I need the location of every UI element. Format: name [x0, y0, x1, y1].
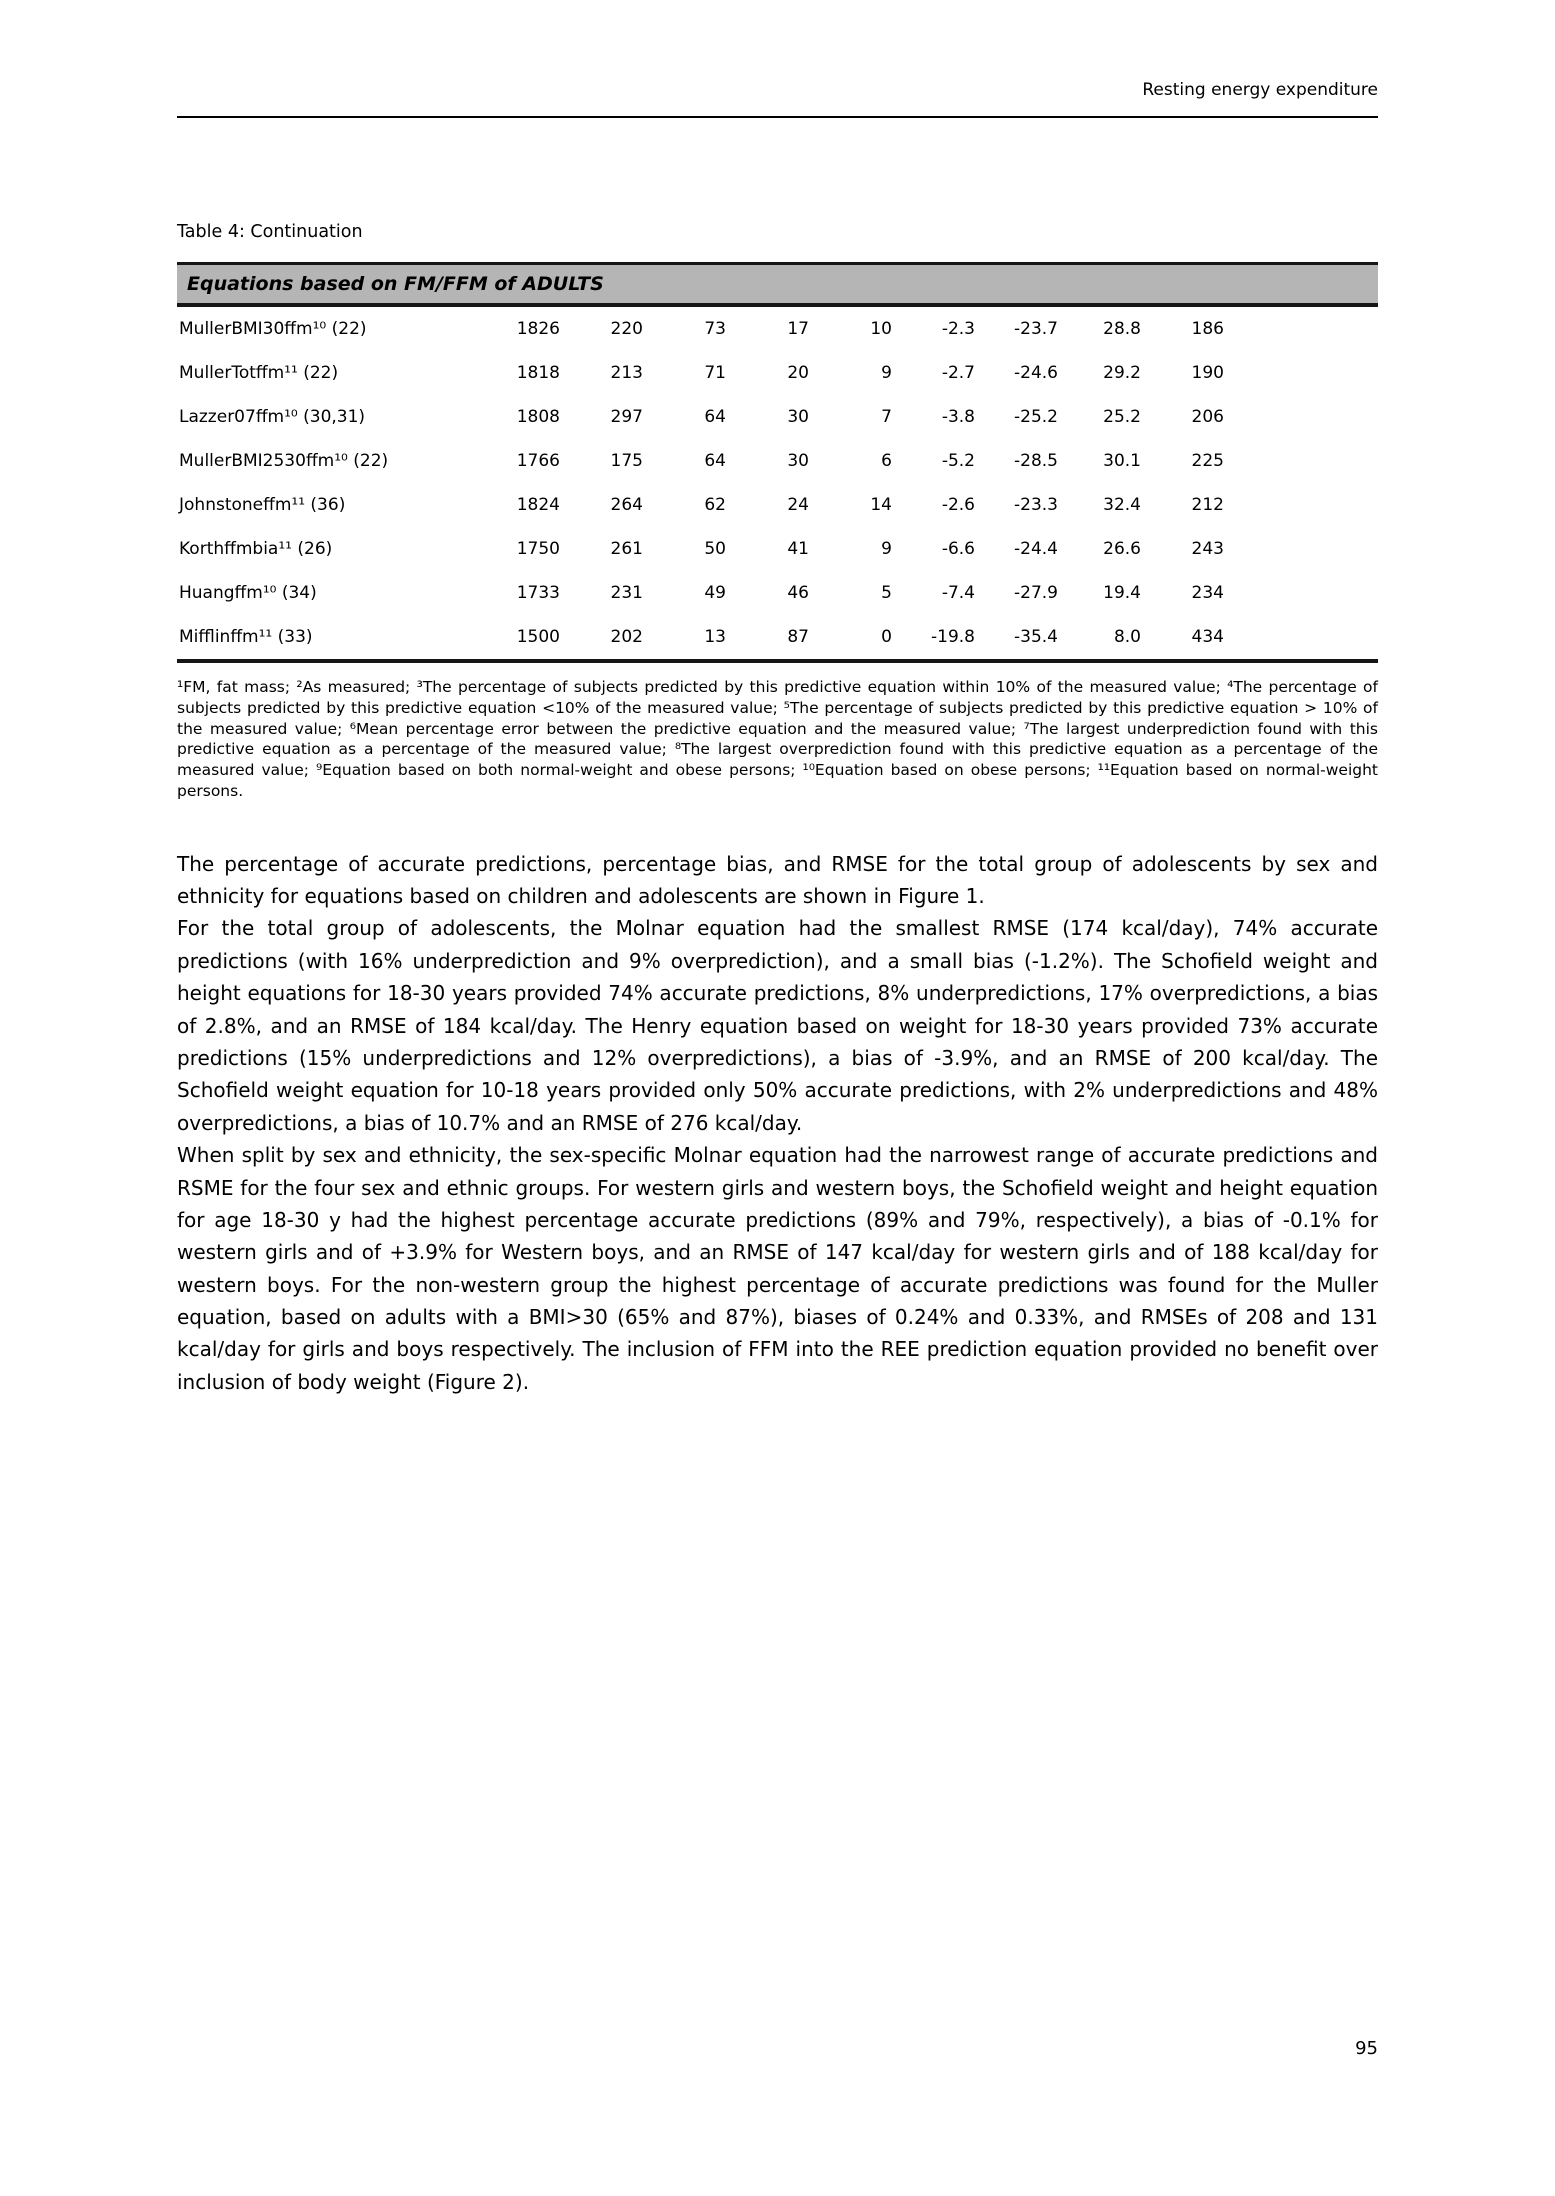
value-cell: 9	[881, 539, 892, 559]
body-paragraph: When split by sex and ethnicity, the sex-specific Molnar equation had the narrowest range of accurate predictions and RSME for the four sex and ethnic groups. For western girls and western boys, the Schofield weight and height equation for age 18-30 y had the highest percentage accurate predictions (89% and 79%, respectively), a bias of -0.1% for western girls and of +3.9% for Western boys, and an RMSE of 147 kcal/day for western girls and of 188 kcal/day for western boys. For the non-western group the highest percentage of accurate predictions was found for the Muller equation, based on adults with a BMI>30 (65% and 87%), biases of 0.24% and 0.33%, and RMSEs of 208 and 131 kcal/day for girls and boys respectively. The inclusion of FFM into the REE prediction equation provided no benefit over inclusion of body weight (Figure 2).	[177, 1143, 1378, 1394]
value-cell: 1766	[516, 451, 560, 471]
value-cell: 175	[610, 451, 643, 471]
value-cell: 24	[787, 495, 809, 515]
value-cell: 1750	[516, 539, 560, 559]
table-body	[177, 305, 1378, 661]
equation-name-cell: MullerTotffm¹¹ (22)	[179, 363, 339, 383]
value-cell: 220	[610, 319, 643, 339]
value-cell: 50	[704, 539, 726, 559]
value-cell: 1824	[516, 495, 560, 515]
table-footnotes: ¹FM, fat mass; ²As measured; ³The percentage of subjects predicted by this predictive equation within 10% of the measured value; ⁴The percentage of subjects predicted by this predictive equation <10% of the measured value; ⁵The percentage of subjects predicted by this predictive equation > 10% of the measured value; ⁶Mean percentage error between the predictive equation and the measured value; ⁷The largest underprediction found with this predictive equation as a percentage of the measured value; ⁸The largest overprediction found with this predictive equation as a percentage of the measured value; ⁹Equation based on both normal-weight and obese persons; ¹⁰Equation based on obese persons; ¹¹Equation based on normal-weight persons.	[177, 678, 1378, 800]
table-row	[177, 571, 1378, 615]
value-cell: 234	[1191, 583, 1224, 603]
value-cell: -24.4	[1014, 539, 1058, 559]
body-text	[177, 848, 1378, 1399]
equation-name-cell: Lazzer07ffm¹⁰ (30,31)	[179, 407, 366, 427]
value-cell: 7	[881, 407, 892, 427]
value-cell: 20	[787, 363, 809, 383]
value-cell: 64	[704, 407, 726, 427]
value-cell: 17	[787, 319, 809, 339]
table-header-row	[177, 264, 1378, 306]
spacer-cell	[1224, 305, 1378, 351]
value-cell: -6.6	[941, 539, 975, 559]
spacer-cell	[1224, 351, 1378, 395]
table-header: Equations based on FM/FFM of ADULTS	[177, 264, 1378, 306]
table-caption: Table 4: Continuation	[177, 222, 363, 242]
value-cell: 1733	[516, 583, 560, 603]
table-row	[177, 395, 1378, 439]
value-cell: 297	[610, 407, 643, 427]
spacer-cell	[1224, 439, 1378, 483]
value-cell: 30	[787, 407, 809, 427]
equation-name-cell: Korthffmbia¹¹ (26)	[179, 539, 333, 559]
value-cell: 71	[704, 363, 726, 383]
value-cell: 213	[610, 363, 643, 383]
value-cell: 62	[704, 495, 726, 515]
value-cell: 13	[704, 627, 726, 647]
value-cell: 206	[1191, 407, 1224, 427]
value-cell: 32.4	[1103, 495, 1141, 515]
value-cell: 19.4	[1103, 583, 1141, 603]
value-cell: -2.6	[941, 495, 975, 515]
value-cell: 73	[704, 319, 726, 339]
value-cell: -5.2	[941, 451, 975, 471]
table-row	[177, 351, 1378, 395]
value-cell: 30	[787, 451, 809, 471]
equation-name-cell: Huangffm¹⁰ (34)	[179, 583, 317, 603]
table-row	[177, 483, 1378, 527]
value-cell: 14	[870, 495, 892, 515]
value-cell: -19.8	[931, 627, 975, 647]
value-cell: 1808	[516, 407, 560, 427]
value-cell: 64	[704, 451, 726, 471]
value-cell: 41	[787, 539, 809, 559]
value-cell: 190	[1191, 363, 1224, 383]
value-cell: 434	[1191, 627, 1224, 647]
value-cell: 87	[787, 627, 809, 647]
table-row	[177, 439, 1378, 483]
value-cell: 26.6	[1103, 539, 1141, 559]
value-cell: 9	[881, 363, 892, 383]
running-header: Resting energy expenditure	[177, 80, 1378, 118]
equation-name-cell: MullerBMI2530ffm¹⁰ (22)	[179, 451, 389, 471]
value-cell: 8.0	[1113, 627, 1141, 647]
value-cell: 28.8	[1103, 319, 1141, 339]
value-cell: 6	[881, 451, 892, 471]
value-cell: 49	[704, 583, 726, 603]
value-cell: -28.5	[1014, 451, 1058, 471]
value-cell: -3.8	[941, 407, 975, 427]
value-cell: 202	[610, 627, 643, 647]
page-number: 95	[1355, 2038, 1378, 2059]
value-cell: -2.7	[941, 363, 975, 383]
spacer-cell	[1224, 571, 1378, 615]
value-cell: -2.3	[941, 319, 975, 339]
table-row	[177, 305, 1378, 351]
spacer-cell	[1224, 527, 1378, 571]
equation-name-cell: MullerBMI30ffm¹⁰ (22)	[179, 319, 367, 339]
value-cell: -24.6	[1014, 363, 1058, 383]
spacer-cell	[1224, 395, 1378, 439]
spacer-cell	[1224, 483, 1378, 527]
value-cell: -23.3	[1014, 495, 1058, 515]
value-cell: 231	[610, 583, 643, 603]
value-cell: 212	[1191, 495, 1224, 515]
equation-name-cell: Mifflinffm¹¹ (33)	[179, 627, 313, 647]
value-cell: -25.2	[1014, 407, 1058, 427]
value-cell: 261	[610, 539, 643, 559]
value-cell: 10	[870, 319, 892, 339]
value-cell: 225	[1191, 451, 1224, 471]
table-row	[177, 615, 1378, 661]
value-cell: 25.2	[1103, 407, 1141, 427]
value-cell: 29.2	[1103, 363, 1141, 383]
spacer-cell	[1224, 615, 1378, 661]
value-cell: -23.7	[1014, 319, 1058, 339]
value-cell: 46	[787, 583, 809, 603]
table-row	[177, 527, 1378, 571]
equation-name-cell: Johnstoneffm¹¹ (36)	[179, 495, 346, 515]
value-cell: -7.4	[941, 583, 975, 603]
value-cell: -35.4	[1014, 627, 1058, 647]
value-cell: 0	[881, 627, 892, 647]
value-cell: 264	[610, 495, 643, 515]
value-cell: 5	[881, 583, 892, 603]
data-table	[177, 262, 1378, 663]
body-paragraph: The percentage of accurate predictions, percentage bias, and RMSE for the total group of adolescents by sex and ethnicity for equations based on children and adolescents are shown in Figure 1.	[177, 851, 1378, 908]
value-cell: 1500	[516, 627, 560, 647]
value-cell: 1826	[516, 319, 560, 339]
value-cell: -27.9	[1014, 583, 1058, 603]
value-cell: 243	[1191, 539, 1224, 559]
value-cell: 1818	[516, 363, 560, 383]
value-cell: 186	[1191, 319, 1224, 339]
body-paragraph: For the total group of adolescents, the Molnar equation had the smallest RMSE (174 kcal/day), 74% accurate predictions (with 16% underprediction and 9% overprediction), and a small bias (-1.2%). The Schofield weight and height equations for 18-30 years provided 74% accurate predictions, 8% underpredictions, 17% overpredictions, a bias of 2.8%, and an RMSE of 184 kcal/day. The Henry equation based on weight for 18-30 years provided 73% accurate predictions (15% underpredictions and 12% overpredictions), a bias of -3.9%, and an RMSE of 200 kcal/day. The Schofield weight equation for 10-18 years provided only 50% accurate predictions, with 2% underpredictions and 48% overpredictions, a bias of 10.7% and an RMSE of 276 kcal/day.	[177, 916, 1378, 1135]
value-cell: 30.1	[1103, 451, 1141, 471]
